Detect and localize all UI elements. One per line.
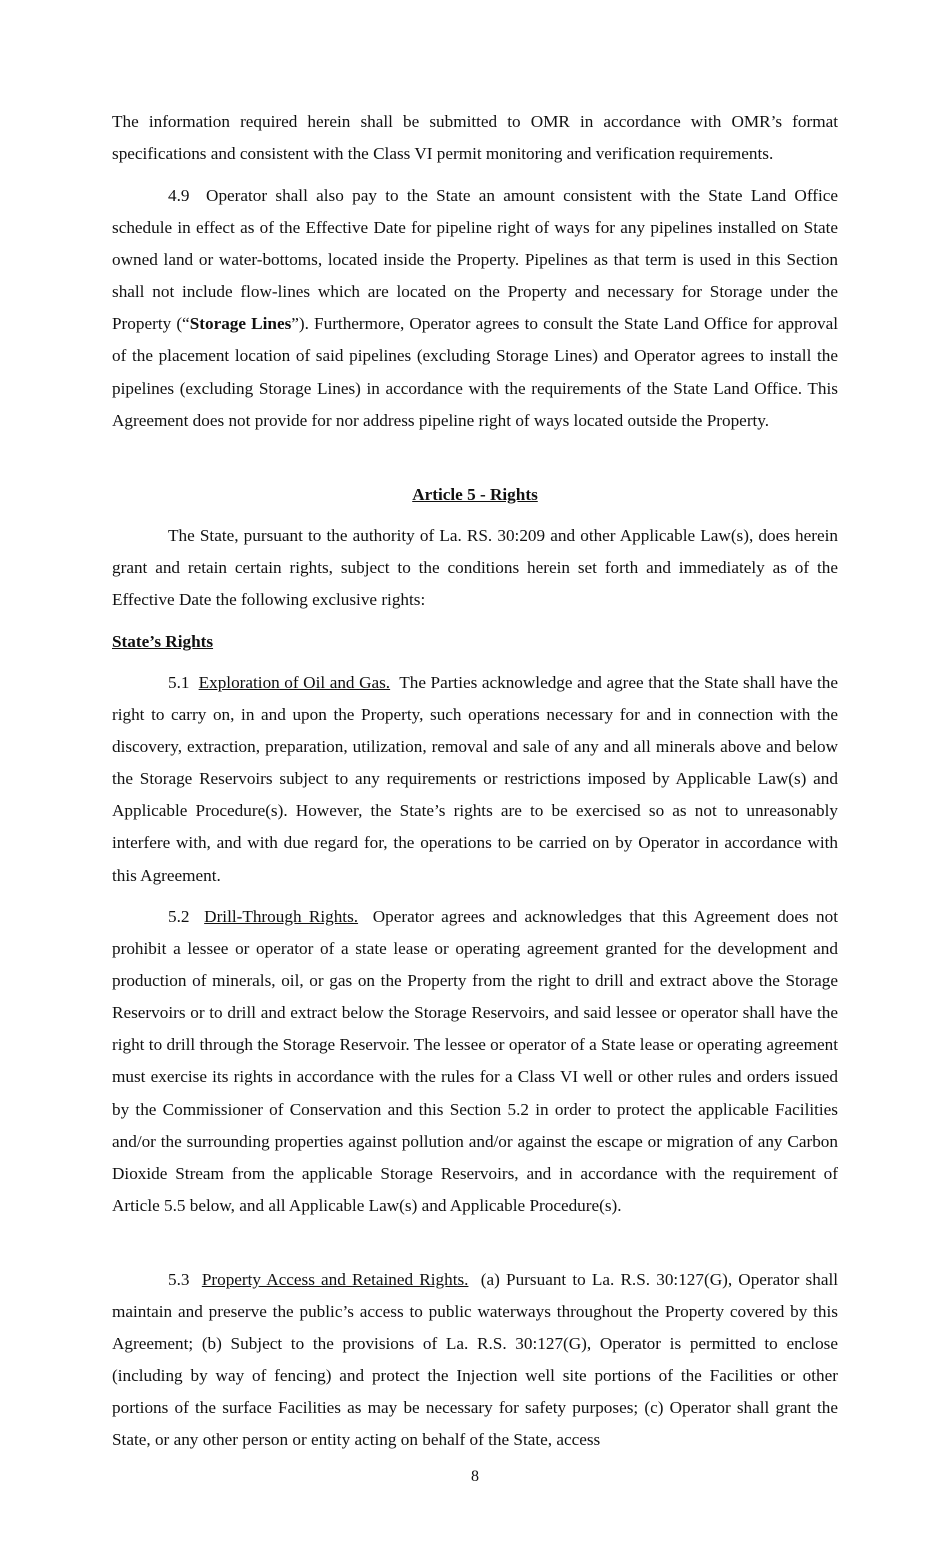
paragraph-article-5-intro: The State, pursuant to the authority of La. RS. 30:209 and other Applicable Law(s), does herein grant and retain certain rights, subject to the conditions herein set forth and immediately as of the Effective Date the following exclusive rights: — [112, 526, 838, 610]
paragraph-5-1: 5.1 Exploration of Oil and Gas. The Parties acknowledge and agree that the State shall have the right to carry on, in and upon the Property, such operations necessary for and in connection with the discovery, extraction, preparation, utilization, removal and sale of any and all minerals above and below the Storage Reservoirs subject to any requirements or restrictions imposed by Applicable Law(s) and Applicable Procedure(s). However, the State’s rights are to be exercised so as not to unreasonably interfere with, and with due regard for, the operations to be carried on by Operator in accordance with this Agreement. — [112, 673, 839, 885]
paragraph-5-3: 5.3 Property Access and Retained Rights. (a) Pursuant to La. R.S. 30:127(G), Operator shall maintain and preserve the public’s access to public waterways throughout the Property covered by this Agreement; (b) Subject to the provisions of La. R.S. 30:127(G), Operator is permitted to enclose (including by way of fencing) and protect the Injection well site portions of the Facilities or other portions of the surface Facilities as may be necessary for safety purposes; (c) Operator shall grant the State, or any other person or entity acting on behalf of the State, access — [112, 1270, 839, 1450]
section-number: 5.3 — [168, 1270, 190, 1289]
section-title: Drill-Through Rights. — [204, 907, 359, 926]
defined-term: Storage Lines — [189, 314, 292, 334]
page-number: 8 — [471, 1468, 479, 1485]
paragraph-omr-info: The information required herein shall be submitted to OMR in accordance with OMR’s format specifications and consistent with the Class VI permit monitoring and verification requirements. — [112, 112, 838, 164]
article-5-heading: Article 5 - Rights — [412, 485, 538, 504]
section-number: 5.1 — [168, 673, 190, 692]
states-rights-heading: State’s Rights — [112, 632, 214, 651]
paragraph-4-9: 4.9 Operator shall also pay to the State an amount consistent with the State Land Office schedule in effect as of the Effective Date for pipeline right of ways for any pipelines installed on State owned land or water-bottoms, located inside the Property. Pipelines as that term is used in this Section shall not include flow-lines which are located on the Property and necessary for Storage under the Property (“Storage Lines”). Furthermore, Operator agrees to consult the State Land Office for approval of the placement location of said pipelines (excluding Storage Lines) and Operator agrees to install the pipelines (excluding Storage Lines) in accordance with the requirements of the State Land Office. This Agreement does not provide for nor address pipeline right of ways located outside the Property. — [112, 186, 839, 430]
section-number: 5.2 — [168, 907, 190, 926]
section-title: Property Access and Retained Rights. — [201, 1270, 469, 1289]
paragraph-5-2: 5.2 Drill-Through Rights. Operator agrees and acknowledges that this Agreement does not prohibit a lessee or operator of a state lease or operating agreement granted for the development and production of minerals, oil, or gas on the Property from the right to drill and extract above the Storage Reservoirs or to drill and extract below the Storage Reservoirs, and said lessee or operator shall have the right to drill through the Storage Reservoir. The lessee or operator of a State lease or operating agreement must exercise its rights in accordance with the rules for a Class VI well or other rules and orders issued by the Commissioner of Conservation and this Section 5.2 in order to protect the applicable Facilities and/or the surrounding properties against pollution and/or against the escape or migration of any Carbon Dioxide Stream from the applicable Storage Reservoirs, and in accordance with the requirement of Article 5.5 below, and all Applicable Law(s) and Applicable Procedure(s). — [112, 907, 839, 1215]
section-number: 4.9 — [168, 186, 190, 205]
section-title: Exploration of Oil and Gas. — [198, 673, 391, 692]
